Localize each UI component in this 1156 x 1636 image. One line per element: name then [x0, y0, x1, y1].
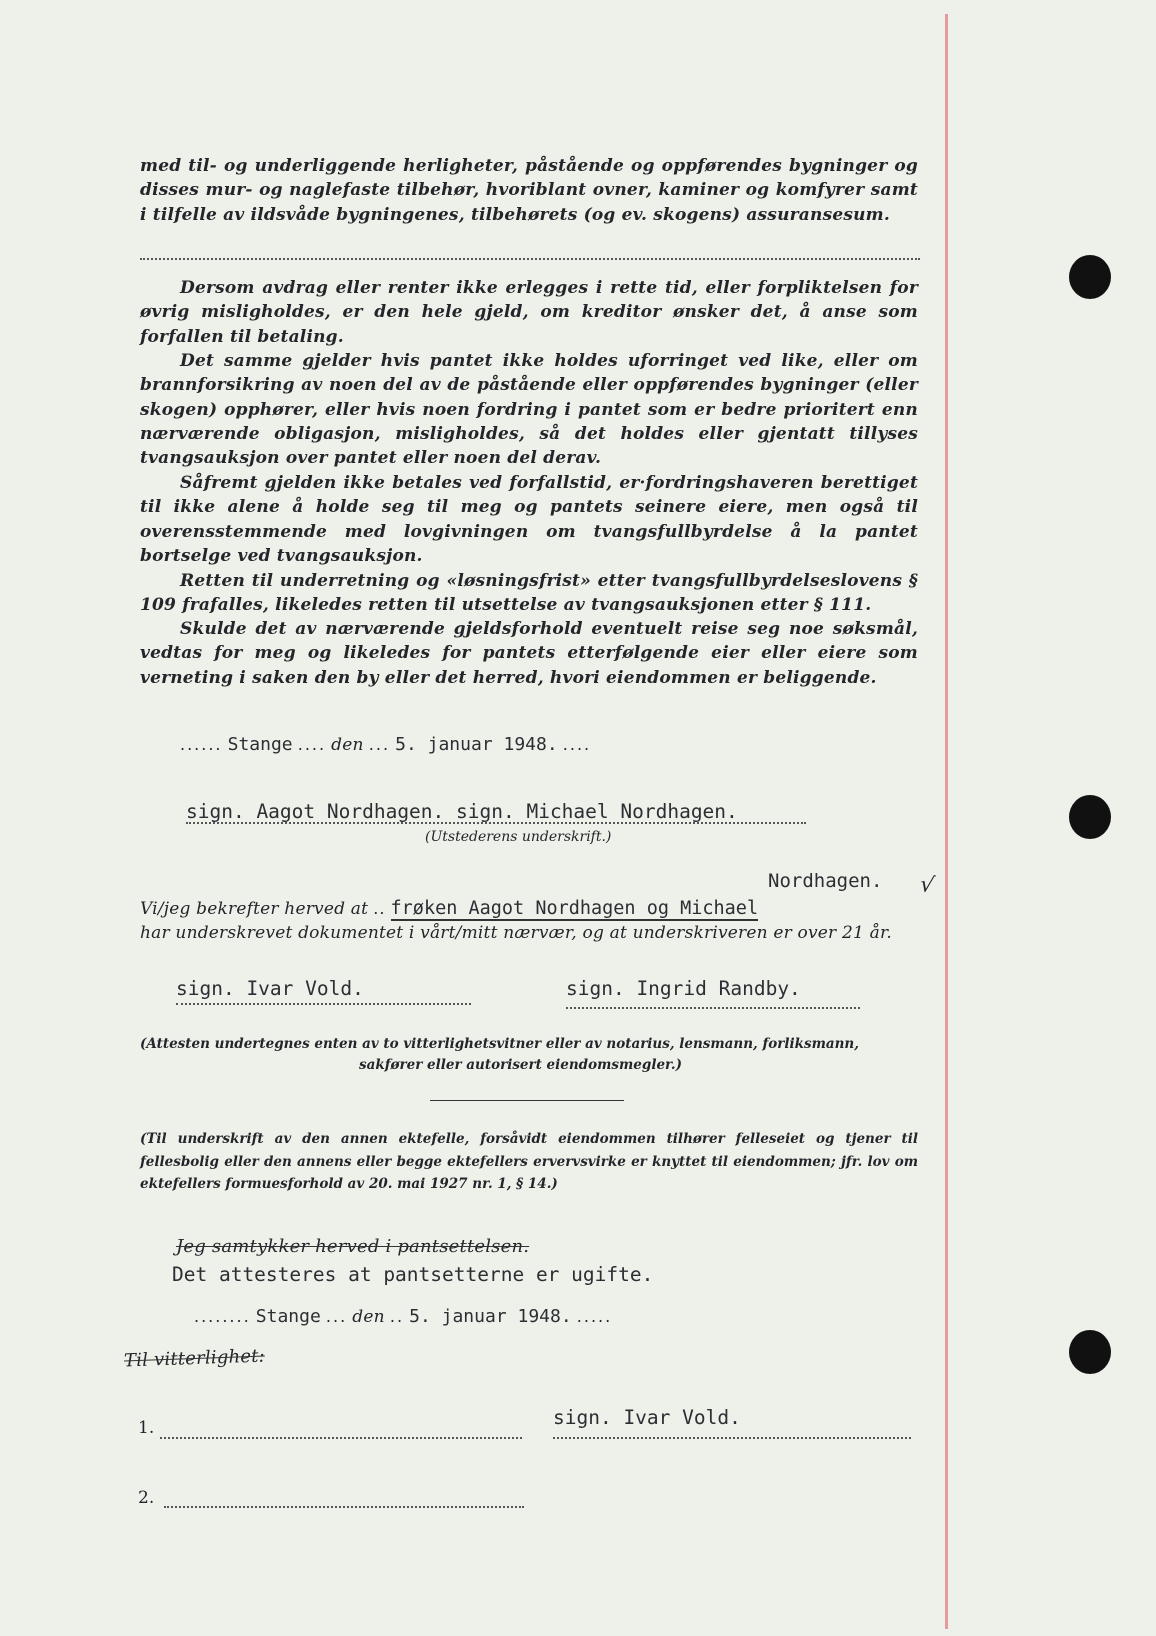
condition-maintenance: Det samme gjelder hvis pantet ikke holdes uforringet ved like, eller om brannforsikring av noen del av de påstående eller oppførendes bygninger (eller skogen) opphører, eller hvis noen fordring i pantet som er bedre prioritert enn nærværende obligasjon, misligholdes, så det holdes eller gjentatt tillyses tvangsauksjon over pantet eller noen del derav.: [140, 351, 918, 469]
numbered-signature-1: sign. Ivar Vold.: [553, 1406, 741, 1429]
signature-dots: [186, 822, 806, 824]
spouse-note: (Til underskrift av den annen ektefelle, forsåvidt eiendommen tilhører felleseiet og tjener til fellesbolig eller den annens eller begge ektefellers ervervsvirke er knyttet til eiendommen; jfr. lov om ektefellers formuesforhold av 20. mai 1927 nr. 1, § 14.): [140, 1131, 918, 1192]
line-dots-2: [164, 1506, 524, 1508]
red-margin-line: [945, 14, 948, 1629]
struck-witness: Til vitterlighet:: [123, 1345, 266, 1372]
issuer-signatures: sign. Aagot Nordhagen. sign. Michael Nordhagen.: [186, 800, 738, 823]
checkmark-icon: √: [917, 871, 937, 900]
den-label: den: [331, 735, 364, 755]
divider: [430, 1100, 624, 1101]
den-label: den: [352, 1307, 385, 1327]
witness-signature-2: sign. Ingrid Randby.: [566, 977, 801, 1000]
punch-hole: [1069, 1330, 1111, 1374]
names-overflow: Nordhagen.: [768, 870, 883, 892]
punch-hole: [1069, 255, 1111, 299]
date: 5. januar 1948.: [395, 734, 558, 755]
line-number-1: 1.: [138, 1418, 155, 1438]
condition-venue: Skulde det av nærværende gjeldsforhold eventuelt reise seg noe søksmål, vedtas for meg og likeledes for pantets etterfølgende eier eller eiere som verneting i saken den by eller det herred, hvori eiendommen er beliggende.: [140, 619, 918, 688]
date-line-2: ........ Stange ... den .. 5. januar 1948. .....: [194, 1306, 613, 1327]
separator-dots: [140, 258, 920, 260]
intro-paragraph: med til- og underliggende herligheter, påstående og oppførendes bygninger og disses mur- og naglefaste tilbehør, hvoriblant ovner, kaminer og komfyrer samt i tilfelle av ildsvåde bygningenes, tilbehørets (og ev. skogens) assuransesum.: [140, 156, 918, 225]
line-dots-1a: [160, 1437, 522, 1439]
witness-signature-1: sign. Ivar Vold.: [176, 977, 364, 1000]
witness-dots-2: [566, 1007, 860, 1009]
punch-hole: [1069, 795, 1111, 839]
condition-forced-sale: Såfremt gjelden ikke betales ved forfallstid, er·fordringshaveren berettiget til ikke alene å holde seg til meg og pantets seinere eiere, men også til overensstemmende med lovgivningen om tvangsfullbyrdelse å la pantet bortselge ved tvangsauksjon.: [140, 473, 918, 566]
witness-dots-1: [176, 1003, 471, 1005]
confirmation-names: frøken Aagot Nordhagen og Michael: [390, 898, 759, 919]
witness-confirmation-line-1: Vi/jeg bekrefter herved at .. frøken Aagot Nordhagen og Michael: [140, 898, 759, 919]
confirmation-prefix: Vi/jeg bekrefter herved at: [140, 899, 369, 919]
struck-consent: Jeg samtykker herved i pantsettelsen.: [176, 1236, 530, 1257]
attest-note-2: sakfører eller autorisert eiendomsmegler.): [359, 1057, 682, 1073]
line-dots-1b: [553, 1437, 911, 1439]
place: Stange: [227, 734, 293, 755]
date: 5. januar 1948.: [409, 1306, 572, 1327]
attest-unmarried: Det attesteres at pantsetterne er ugifte.: [172, 1263, 654, 1286]
line-number-2: 2.: [138, 1488, 155, 1508]
place: Stange: [255, 1306, 321, 1327]
attest-note: (Attesten undertegnes enten av to vitterlighetsvitner eller av notarius, lensmann, forliksmann,: [140, 1036, 859, 1052]
condition-notice: Retten til underretning og «løsningsfrist» etter tvangsfullbyrdelseslovens § 109 frafalles, likeledes retten til utsettelse av tvangsauksjonen etter § 111.: [140, 571, 918, 616]
condition-default: Dersom avdrag eller renter ikke erlegges i rette tid, eller forpliktelsen for øvrig misligholdes, er den hele gjeld, om kreditor ønsker det, å anse som forfallen til betaling.: [140, 278, 918, 347]
issuer-caption: (Utstederens underskrift.): [425, 829, 612, 845]
date-line-1: ...... Stange .... den ... 5. januar 1948. ....: [180, 734, 592, 755]
witness-confirmation-line-2: har underskrevet dokumentet i vårt/mitt nærvær, og at underskriveren er over 21 år.: [140, 923, 893, 943]
